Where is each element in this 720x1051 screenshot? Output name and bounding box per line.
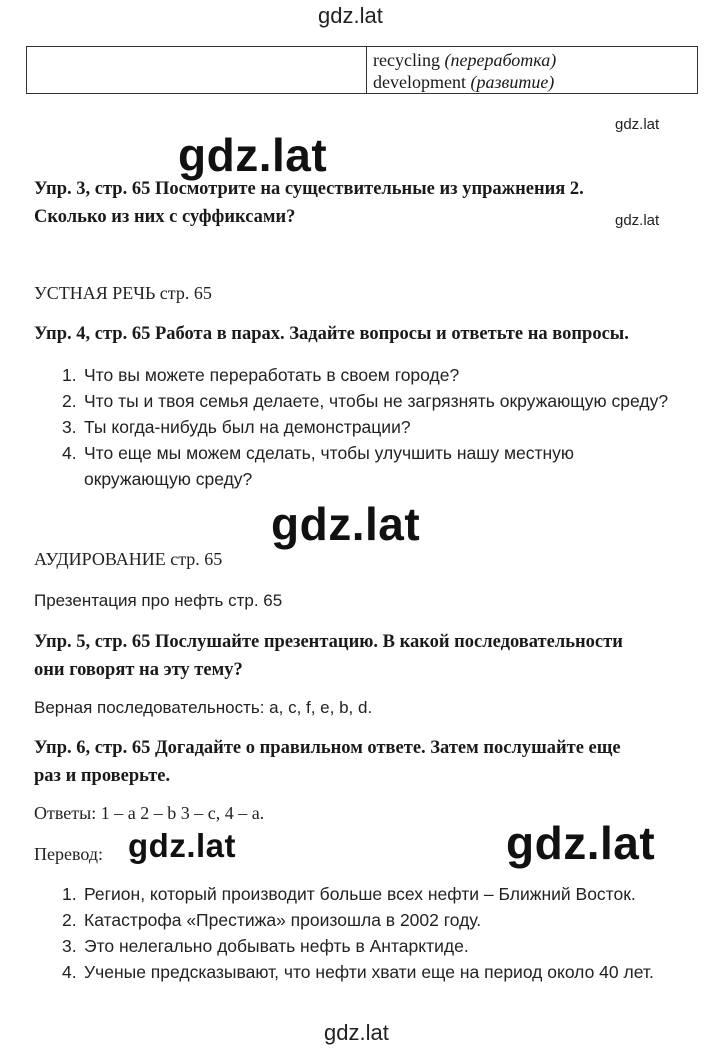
listening-heading: АУДИРОВАНИЕ стр. 65 <box>34 549 223 569</box>
table-row-development <box>373 71 554 93</box>
table-word: recycling <box>373 50 440 70</box>
watermark-bottom: gdz.lat <box>324 1020 389 1045</box>
vocabulary-table <box>26 46 698 94</box>
ex5-title-line1: Упр. 5, стр. 65 Послушайте презентацию. В какой последовательности <box>34 632 623 652</box>
watermark-right-1: gdz.lat <box>615 116 660 133</box>
table-translation: (развитие) <box>470 72 555 92</box>
ex6-translation-label: Перевод: <box>34 844 103 864</box>
ex6-title-line2: раз и проверьте. <box>34 766 171 786</box>
ex4-question-list <box>34 362 714 492</box>
watermark-big-3-left: gdz.lat <box>128 827 236 864</box>
ex4-title: Упр. 4, стр. 65 Работа в парах. Задайте вопросы и ответьте на вопросы. <box>34 324 629 344</box>
list-item: 4. Ученые предсказывают, что нефти хвати еще на период около 40 лет. <box>62 962 654 982</box>
list-item: 1. Что вы можете переработать в своем городе? <box>62 365 460 385</box>
watermark-big-3-right: gdz.lat <box>506 817 656 869</box>
ex3-title-line2: Сколько из них с суффиксами? <box>34 207 296 227</box>
speaking-heading: УСТНАЯ РЕЧЬ стр. 65 <box>34 283 212 303</box>
list-item: 4. Что еще мы можем сделать, чтобы улучшить нашу местную окружающую среду? <box>62 443 575 489</box>
table-divider <box>366 47 367 93</box>
ex5-title-line2: они говорят на эту тему? <box>34 660 243 680</box>
listening-subheading: Презентация про нефть стр. 65 <box>34 591 283 610</box>
ex6-title-line1: Упр. 6, стр. 65 Догадайте о правильном ответе. Затем послушайте еще <box>34 738 621 758</box>
ex5-answer: Верная последовательность: a, c, f, e, b, d. <box>34 698 373 717</box>
ex6-answers: Ответы: 1 – a 2 – b 3 – c, 4 – a. <box>34 803 265 823</box>
watermark-big-2: gdz.lat <box>271 498 421 550</box>
watermark-big-1: gdz.lat <box>178 129 328 181</box>
watermark-right-2: gdz.lat <box>615 212 660 229</box>
list-item: 1. Регион, который производит больше всех нефти – Ближний Восток. <box>62 884 636 904</box>
table-word: development <box>373 72 466 92</box>
ex3-title-line1: Упр. 3, стр. 65 Посмотрите на существительные из упражнения 2. <box>34 179 584 199</box>
list-item: 3. Ты когда-нибудь был на демонстрации? <box>62 417 411 437</box>
table-row-recycling <box>373 49 556 71</box>
list-item: 2. Катастрофа «Престижа» произошла в 2002 году. <box>62 910 482 930</box>
list-item: 3. Это нелегально добывать нефть в Антарктиде. <box>62 936 469 956</box>
table-translation: (переработка) <box>444 50 557 70</box>
list-item: 2. Что ты и твоя семья делаете, чтобы не загрязнять окружающую среду? <box>62 391 669 411</box>
ex6-translation-list <box>34 881 714 985</box>
watermark-top: gdz.lat <box>318 3 383 28</box>
